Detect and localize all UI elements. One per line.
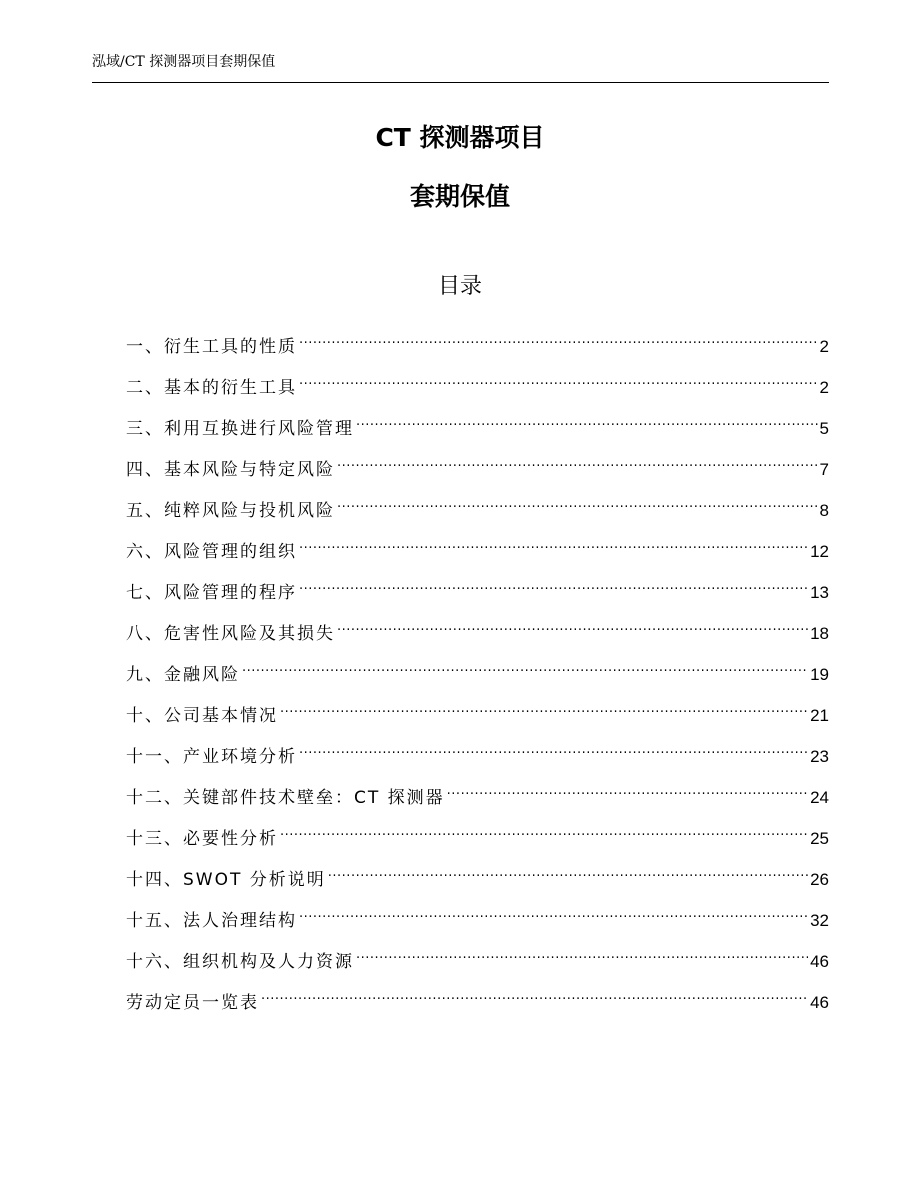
toc-dot-leader [299, 896, 808, 926]
toc-entry[interactable] [126, 814, 829, 855]
toc-entry-number: 一、 [126, 337, 164, 357]
document-title: CT 探测器项目 [375, 123, 545, 152]
toc-entry-page: 32 [810, 911, 829, 930]
toc-entry-page: 26 [810, 870, 829, 889]
toc-entry[interactable] [126, 404, 829, 445]
toc-entry-title: 公司基本情况 [164, 706, 278, 726]
toc-entry-number: 十、 [126, 706, 164, 726]
toc-dot-leader [299, 568, 808, 598]
toc-entry-number: 十五、 [126, 911, 183, 931]
toc-dot-leader [328, 855, 808, 885]
toc-entry-number: 八、 [126, 624, 164, 644]
toc-dot-leader [299, 363, 818, 393]
toc-entry[interactable] [126, 937, 829, 978]
toc-entry-number: 九、 [126, 665, 164, 685]
toc-entry-page: 5 [819, 419, 829, 438]
toc-entry-number: 十四、 [126, 870, 183, 890]
toc-entry[interactable] [126, 978, 829, 1019]
toc-entry-number: 五、 [126, 501, 164, 521]
toc-entry-title: 基本风险与特定风险 [164, 460, 335, 480]
toc-entry-title: 纯粹风险与投机风险 [164, 501, 335, 521]
toc-entry-title: 危害性风险及其损失 [164, 624, 335, 644]
toc-dot-leader [242, 650, 808, 680]
toc-dot-leader [337, 609, 808, 639]
toc-dot-leader [280, 691, 808, 721]
toc-entry-page: 46 [810, 952, 829, 971]
toc-entry-title: 金融风险 [164, 665, 240, 685]
toc-entry[interactable] [126, 486, 829, 527]
toc-entry-title: 关键部件技术壁垒：CT 探测器 [183, 788, 445, 808]
toc-dot-leader [356, 404, 818, 434]
document-subtitle: 套期保值 [409, 182, 510, 211]
toc-entry-number: 十二、 [126, 788, 183, 808]
toc-entry-page: 18 [810, 624, 829, 643]
toc-entry-page: 23 [810, 747, 829, 766]
toc-entry[interactable] [126, 732, 829, 773]
header-rule [92, 82, 829, 83]
toc-entry-number: 十一、 [126, 747, 183, 767]
toc-dot-leader [299, 732, 808, 762]
toc-entry-title: 产业环境分析 [183, 747, 297, 767]
toc-entry[interactable] [126, 855, 829, 896]
toc-entry-page: 8 [819, 501, 829, 520]
toc-entry-title: 组织机构及人力资源 [183, 952, 354, 972]
toc-entry[interactable] [126, 691, 829, 732]
toc-dot-leader [280, 814, 808, 844]
toc-dot-leader [337, 445, 818, 475]
toc-entry-page: 21 [810, 706, 829, 725]
toc-entry[interactable] [126, 609, 829, 650]
toc-dot-leader [299, 322, 818, 352]
toc-entry-page: 19 [810, 665, 829, 684]
toc-entry-number: 三、 [126, 419, 164, 439]
toc-entry-number: 四、 [126, 460, 164, 480]
toc-entry-number: 七、 [126, 583, 164, 603]
toc-entry-page: 2 [819, 337, 829, 356]
toc-entry-title: 法人治理结构 [183, 911, 297, 931]
toc-entry[interactable] [126, 445, 829, 486]
toc-entry[interactable] [126, 568, 829, 609]
toc-entry[interactable] [126, 896, 829, 937]
toc-entry-number: 二、 [126, 378, 164, 398]
toc-entry-page: 13 [810, 583, 829, 602]
toc-entry-page: 24 [810, 788, 829, 807]
toc-entry-number: 十六、 [126, 952, 183, 972]
toc-entry-title: 衍生工具的性质 [164, 337, 297, 357]
toc-dot-leader [337, 486, 818, 516]
toc-entry-page: 12 [810, 542, 829, 561]
toc-entry-number: 六、 [126, 542, 164, 562]
toc-entry-title: 利用互换进行风险管理 [164, 419, 354, 439]
toc-entry[interactable] [126, 363, 829, 404]
toc-entry-title: SWOT 分析说明 [183, 870, 326, 890]
toc-entry[interactable] [126, 773, 829, 814]
toc-entry-title: 必要性分析 [183, 829, 278, 849]
toc-entry-page: 7 [819, 460, 829, 479]
toc-dot-leader [447, 773, 808, 803]
toc-entry[interactable] [126, 650, 829, 691]
toc-entry[interactable] [126, 322, 829, 363]
toc-entry-title: 风险管理的组织 [164, 542, 297, 562]
toc-entry-page: 2 [819, 378, 829, 397]
toc-dot-leader [261, 978, 808, 1008]
running-header: 泓域/CT 探测器项目套期保值 [92, 54, 276, 70]
toc-entry-page: 25 [810, 829, 829, 848]
toc-dot-leader [299, 527, 808, 557]
toc-entry-title: 风险管理的程序 [164, 583, 297, 603]
toc-entry-page: 46 [810, 993, 829, 1012]
toc-dot-leader [356, 937, 808, 967]
table-of-contents [126, 322, 829, 1019]
toc-entry-title: 劳动定员一览表 [126, 993, 259, 1013]
toc-entry[interactable] [126, 527, 829, 568]
toc-entry-title: 基本的衍生工具 [164, 378, 297, 398]
toc-heading: 目录 [437, 274, 482, 299]
toc-entry-number: 十三、 [126, 829, 183, 849]
